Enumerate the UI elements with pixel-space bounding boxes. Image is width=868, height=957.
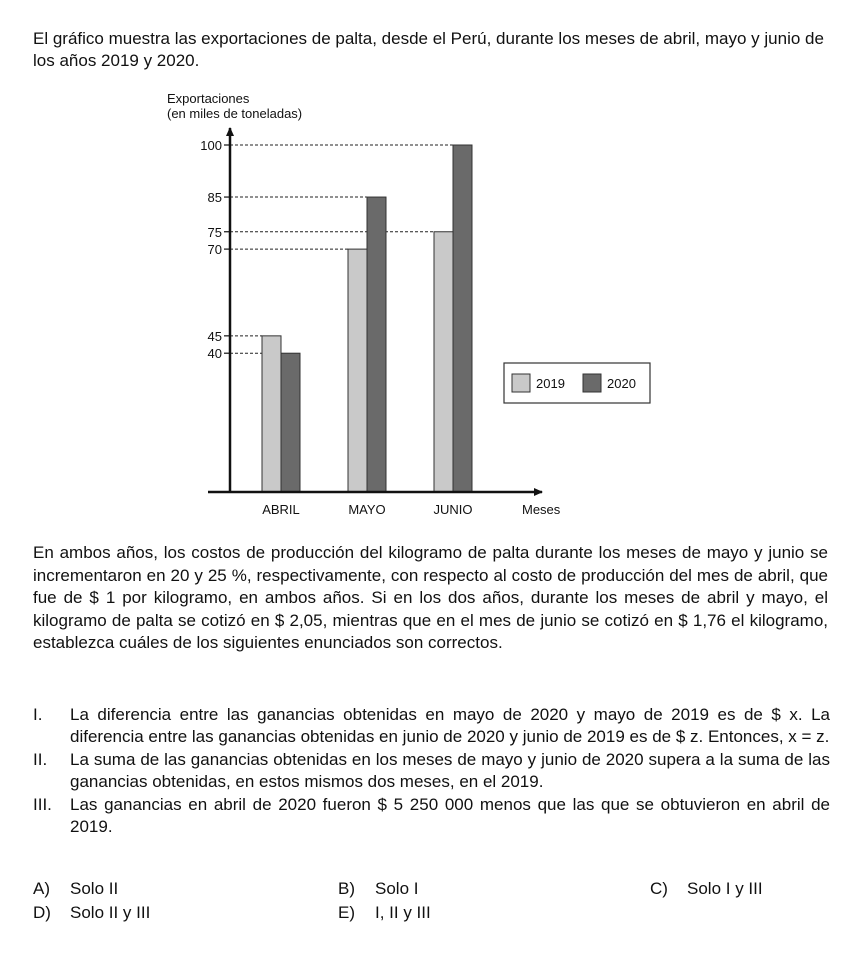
legend-label-2020: 2020 xyxy=(607,376,636,391)
option-c[interactable] xyxy=(650,878,763,900)
x-tick-label-abril: ABRIL xyxy=(262,502,300,517)
bar-abril-2020 xyxy=(281,353,300,492)
statement-number: II. xyxy=(33,750,48,769)
option-text: Solo I xyxy=(375,879,419,898)
bar-junio-2020 xyxy=(453,145,472,492)
statement-text: Las ganancias en abril de 2020 fueron $ 5 250 000 menos que las que se obtuvieron en abril de 2019. xyxy=(70,795,830,836)
statement-ii xyxy=(33,749,830,793)
option-d[interactable] xyxy=(33,902,150,924)
option-e[interactable] xyxy=(338,902,431,924)
option-letter: D) xyxy=(33,903,51,922)
y-tick-label-45: 45 xyxy=(207,328,222,344)
option-b[interactable] xyxy=(338,878,418,900)
y-tick-label-70: 70 xyxy=(207,242,222,258)
option-text: Solo I y III xyxy=(687,879,763,898)
bar-mayo-2020 xyxy=(367,197,386,492)
option-text: Solo II xyxy=(70,879,119,898)
statement-number: I. xyxy=(33,705,43,724)
legend-label-2019: 2019 xyxy=(536,376,565,391)
chart-title-line2: (en miles de toneladas) xyxy=(167,106,303,121)
option-letter: C) xyxy=(650,879,668,898)
intro-text: El gráfico muestra las exportaciones de palta, desde el Perú, durante los meses de abril, mayo y junio de los años 2019 y 2020. xyxy=(33,29,824,70)
x-tick-label-mayo: MAYO xyxy=(348,502,386,517)
y-tick-label-100: 100 xyxy=(200,138,222,153)
statement-iii xyxy=(33,794,830,838)
y-tick-label-40: 40 xyxy=(207,346,222,362)
bar-mayo-2019 xyxy=(348,249,367,492)
x-axis-label: Meses xyxy=(522,502,561,517)
statement-i xyxy=(33,704,830,748)
option-letter: B) xyxy=(338,879,355,898)
option-letter: A) xyxy=(33,879,50,898)
option-text: I, II y III xyxy=(375,903,431,922)
legend-swatch-2020 xyxy=(583,374,601,392)
legend-swatch-2019 xyxy=(512,374,530,392)
y-tick-label-75: 75 xyxy=(207,224,222,240)
option-a[interactable] xyxy=(33,878,118,900)
problem-paragraph: En ambos años, los costos de producción del kilogramo de palta durante los meses de mayo y junio se incrementaron en 20 y 25 %, respectivamente, con respecto al costo de producción del mes de abril, que fue de $ 1 por kilogramo, en ambos años. Si en los dos años, durante los meses de abril y mayo, el kilogramo de palta se cotizó en $ 2,05, mientras que en el mes de junio se cotizó en $ 1,76 el kilogramo, establezca cuáles de los siguientes enunciados son correctos. xyxy=(33,543,828,652)
option-text: Solo II y III xyxy=(70,903,151,922)
statement-list xyxy=(33,704,830,839)
bar-junio-2019 xyxy=(434,232,453,492)
statement-text: La diferencia entre las ganancias obtenidas en mayo de 2020 y mayo de 2019 es de $ x. La diferencia entre las ganancias obtenidas en junio de 2020 y junio de 2019 es de $ z. Entonces, x = z. xyxy=(70,705,830,746)
statement-text: La suma de las ganancias obtenidas en los meses de mayo y junio de 2020 supera a la suma de las ganancias obtenidas, en estos mismos dos meses, en el 2019. xyxy=(70,750,830,791)
y-tick-label-85: 85 xyxy=(207,190,222,206)
legend xyxy=(504,363,650,403)
option-letter: E) xyxy=(338,903,355,922)
bar-chart xyxy=(150,80,636,525)
x-tick-label-junio: JUNIO xyxy=(433,502,473,517)
chart-title-line1: Exportaciones xyxy=(167,91,250,106)
statement-number: III. xyxy=(33,795,52,814)
bar-abril-2019 xyxy=(262,336,281,492)
